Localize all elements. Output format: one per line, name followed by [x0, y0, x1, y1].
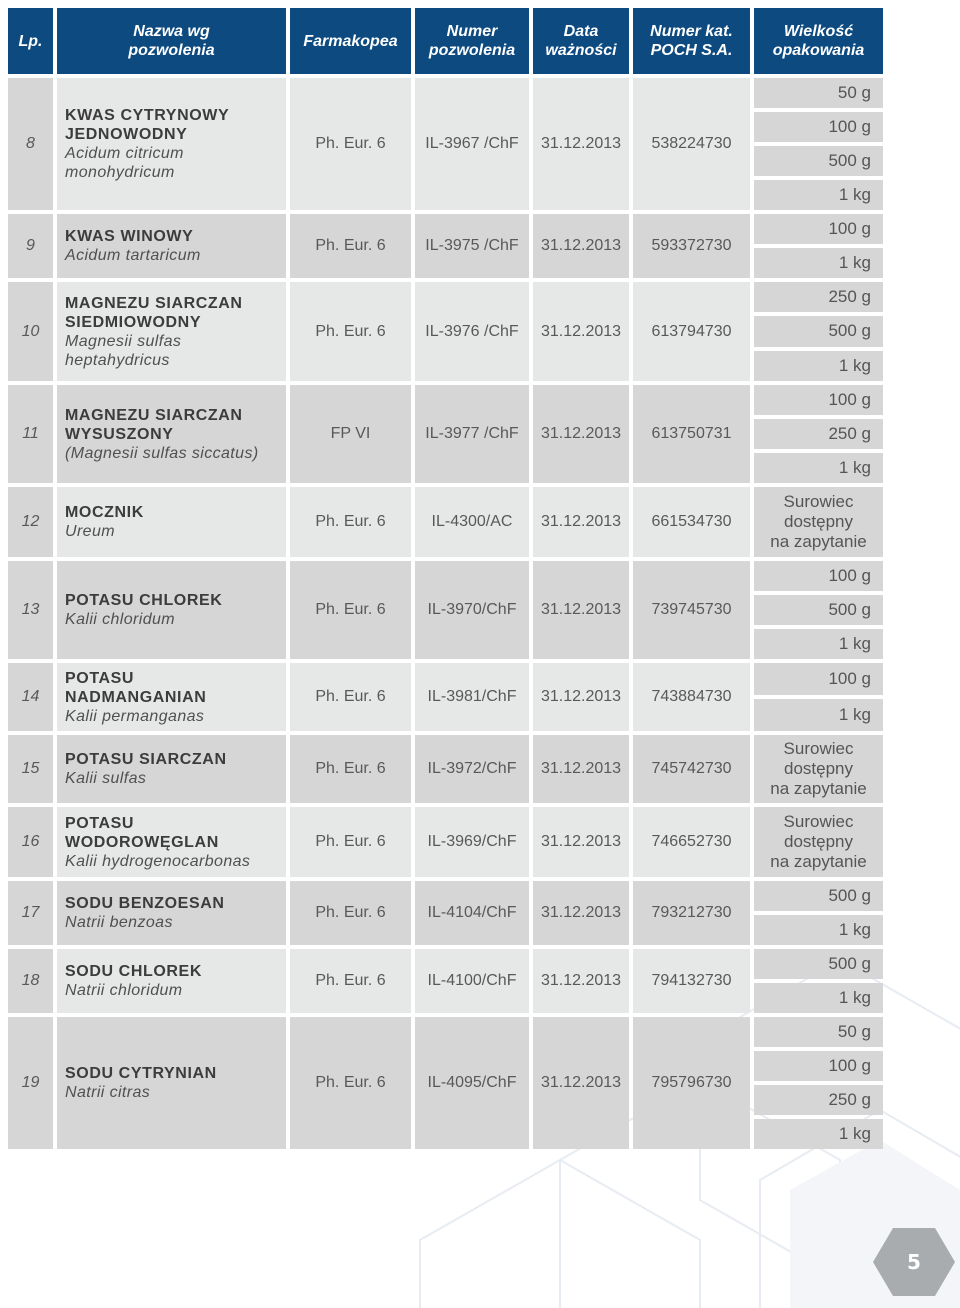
product-name-cell [57, 1017, 286, 1149]
product-name-cell [57, 881, 286, 945]
package-size: 50 g [754, 78, 883, 108]
row-number: 19 [8, 1017, 53, 1149]
package-note-line: dostępny [784, 759, 853, 778]
product-name: POTASU SIARCZAN [65, 751, 227, 768]
row-number: 10 [8, 282, 53, 381]
package-sizes-cell [754, 214, 883, 278]
pharmacopoeia: Ph. Eur. 6 [290, 487, 411, 557]
package-size: 100 g [754, 385, 883, 415]
page-number: 5 [907, 1250, 921, 1274]
product-latin-name: Natrii chloridum [65, 982, 183, 999]
package-sizes-cell [754, 735, 883, 803]
expiry-date: 31.12.2013 [533, 1017, 629, 1149]
header-expiry-date: Data ważności [533, 8, 629, 74]
pharmacopoeia: Ph. Eur. 6 [290, 214, 411, 278]
table-row [8, 663, 883, 731]
package-size: 100 g [754, 663, 883, 695]
permit-number: IL-4104/ChF [415, 881, 529, 945]
package-size: 1 kg [754, 1119, 883, 1149]
table-row [8, 214, 883, 278]
product-name: SODU BENZOESAN [65, 895, 225, 912]
package-size: 1 kg [754, 248, 883, 278]
expiry-date: 31.12.2013 [533, 282, 629, 381]
product-name: POTASU CHLOREK [65, 592, 223, 609]
package-on-request [754, 807, 883, 877]
row-number: 12 [8, 487, 53, 557]
table-row [8, 561, 883, 659]
package-size: 250 g [754, 419, 883, 449]
product-name-cell [57, 561, 286, 659]
catalog-number: 661534730 [633, 487, 750, 557]
permit-number: IL-3977 /ChF [415, 385, 529, 483]
product-name-cell [57, 949, 286, 1013]
pharmacopoeia: Ph. Eur. 6 [290, 78, 411, 210]
table-row [8, 78, 883, 210]
header-lp: Lp. [8, 8, 53, 74]
package-size: 500 g [754, 595, 883, 625]
package-size: 1 kg [754, 180, 883, 210]
catalog-number: 593372730 [633, 214, 750, 278]
table-row [8, 1017, 883, 1149]
row-number: 17 [8, 881, 53, 945]
product-name: KWAS WINOWY [65, 228, 194, 245]
table-row [8, 487, 883, 557]
package-size: 250 g [754, 282, 883, 312]
row-number: 16 [8, 807, 53, 877]
pharmacopoeia: Ph. Eur. 6 [290, 881, 411, 945]
permit-number: IL-3975 /ChF [415, 214, 529, 278]
table-row [8, 282, 883, 381]
product-name: KWAS CYTRYNOWY JEDNOWODNY [65, 107, 230, 143]
table-row [8, 735, 883, 803]
header-row [8, 8, 883, 74]
product-name-cell [57, 807, 286, 877]
row-number: 18 [8, 949, 53, 1013]
package-sizes-cell [754, 1017, 883, 1149]
package-note-line: Surowiec [783, 812, 854, 831]
package-size: 50 g [754, 1017, 883, 1047]
header-package-size: Wielkość opakowania [754, 8, 883, 74]
expiry-date: 31.12.2013 [533, 881, 629, 945]
package-note-line: Surowiec [783, 492, 854, 511]
permit-number: IL-3976 /ChF [415, 282, 529, 381]
package-note-line: dostępny [784, 832, 853, 851]
expiry-date: 31.12.2013 [533, 949, 629, 1013]
catalog-number: 743884730 [633, 663, 750, 731]
product-name: POTASU NADMANGANIAN [65, 669, 207, 706]
table-row [8, 807, 883, 877]
product-name: MAGNEZU SIARCZAN WYSUSZONY [65, 406, 243, 443]
header-catalog-number: Numer kat. POCH S.A. [633, 8, 750, 74]
product-name-cell [57, 735, 286, 803]
expiry-date: 31.12.2013 [533, 78, 629, 210]
product-latin-name: Acidum citricum monohydricum [65, 145, 184, 181]
package-size: 500 g [754, 146, 883, 176]
product-latin-name: Kalii hydrogenocarbonas [65, 852, 251, 870]
package-sizes-cell [754, 385, 883, 483]
header-name: Nazwa wg pozwolenia [57, 8, 286, 74]
catalog-number: 795796730 [633, 1017, 750, 1149]
product-latin-name: Magnesii sulfas heptahydricus [65, 332, 182, 369]
package-size: 100 g [754, 112, 883, 142]
pharmacopoeia: Ph. Eur. 6 [290, 561, 411, 659]
row-number: 9 [8, 214, 53, 278]
pharmacopoeia: Ph. Eur. 6 [290, 663, 411, 731]
product-latin-name: Kalii sulfas [65, 770, 147, 787]
package-note-line: dostępny [784, 512, 853, 531]
pharmacopoeia: Ph. Eur. 6 [290, 807, 411, 877]
row-number: 11 [8, 385, 53, 483]
permit-number: IL-4095/ChF [415, 1017, 529, 1149]
package-note-line: Surowiec [783, 739, 854, 758]
catalog-number: 538224730 [633, 78, 750, 210]
permit-number: IL-3967 /ChF [415, 78, 529, 210]
package-size: 500 g [754, 949, 883, 979]
product-latin-name: Ureum [65, 523, 116, 540]
product-name-cell [57, 385, 286, 483]
package-size: 1 kg [754, 699, 883, 731]
row-number: 13 [8, 561, 53, 659]
catalog-number: 613794730 [633, 282, 750, 381]
package-sizes-cell [754, 282, 883, 381]
product-latin-name: Kalii permanganas [65, 707, 205, 725]
package-sizes-cell [754, 949, 883, 1013]
package-on-request [754, 735, 883, 803]
package-size: 100 g [754, 1051, 883, 1081]
catalog-number: 613750731 [633, 385, 750, 483]
expiry-date: 31.12.2013 [533, 487, 629, 557]
product-latin-name: Kalii chloridum [65, 611, 176, 628]
product-latin-name: Natrii citras [65, 1084, 151, 1101]
pharmacopoeia: FP VI [290, 385, 411, 483]
package-size: 1 kg [754, 453, 883, 483]
expiry-date: 31.12.2013 [533, 663, 629, 731]
expiry-date: 31.12.2013 [533, 807, 629, 877]
package-sizes-cell [754, 663, 883, 731]
permit-number: IL-3969/ChF [415, 807, 529, 877]
product-name-cell [57, 282, 286, 381]
package-size: 1 kg [754, 351, 883, 381]
product-latin-name: Natrii benzoas [65, 914, 173, 931]
pharmacopoeia: Ph. Eur. 6 [290, 949, 411, 1013]
package-size: 500 g [754, 316, 883, 346]
row-number: 14 [8, 663, 53, 731]
permit-number: IL-4100/ChF [415, 949, 529, 1013]
product-name: MAGNEZU SIARCZAN SIEDMIOWODNY [65, 294, 243, 331]
package-size: 250 g [754, 1085, 883, 1115]
header-permit-number: Numer pozwolenia [415, 8, 529, 74]
product-name: SODU CHLOREK [65, 963, 202, 980]
pharmacopoeia: Ph. Eur. 6 [290, 282, 411, 381]
package-note-line: na zapytanie [770, 779, 867, 798]
package-size: 1 kg [754, 915, 883, 945]
package-sizes-cell [754, 807, 883, 877]
package-sizes-cell [754, 561, 883, 659]
package-size: 100 g [754, 561, 883, 591]
expiry-date: 31.12.2013 [533, 214, 629, 278]
package-sizes-cell [754, 78, 883, 210]
product-name-cell [57, 663, 286, 731]
product-latin-name: Acidum tartaricum [65, 247, 201, 264]
expiry-date: 31.12.2013 [533, 735, 629, 803]
package-note-line: na zapytanie [770, 852, 867, 871]
permit-number: IL-3970/ChF [415, 561, 529, 659]
product-name-cell [57, 487, 286, 557]
expiry-date: 31.12.2013 [533, 385, 629, 483]
catalog-number: 793212730 [633, 881, 750, 945]
catalog-number: 794132730 [633, 949, 750, 1013]
catalog-number: 746652730 [633, 807, 750, 877]
package-size: 500 g [754, 881, 883, 911]
pharmacopoeia: Ph. Eur. 6 [290, 1017, 411, 1149]
table-row [8, 385, 883, 483]
package-on-request [754, 487, 883, 557]
package-note-line: na zapytanie [770, 532, 867, 551]
row-number: 8 [8, 78, 53, 210]
product-table [4, 4, 887, 1153]
permit-number: IL-3981/ChF [415, 663, 529, 731]
product-name: POTASU WODOROWĘGLAN [65, 814, 219, 851]
package-sizes-cell [754, 881, 883, 945]
product-name: MOCZNIK [65, 504, 144, 521]
product-name-cell [57, 214, 286, 278]
row-number: 15 [8, 735, 53, 803]
package-size: 1 kg [754, 629, 883, 659]
product-name-cell [57, 78, 286, 210]
permit-number: IL-3972/ChF [415, 735, 529, 803]
table-row [8, 881, 883, 945]
header-pharmacopoeia: Farmakopea [290, 8, 411, 74]
product-name: SODU CYTRYNIAN [65, 1065, 217, 1082]
catalog-number: 739745730 [633, 561, 750, 659]
catalog-number: 745742730 [633, 735, 750, 803]
pharmacopoeia: Ph. Eur. 6 [290, 735, 411, 803]
table-row [8, 949, 883, 1013]
package-size: 100 g [754, 214, 883, 244]
permit-number: IL-4300/AC [415, 487, 529, 557]
expiry-date: 31.12.2013 [533, 561, 629, 659]
product-latin-name: (Magnesii sulfas siccatus) [65, 444, 259, 462]
package-size: 1 kg [754, 983, 883, 1013]
package-sizes-cell [754, 487, 883, 557]
